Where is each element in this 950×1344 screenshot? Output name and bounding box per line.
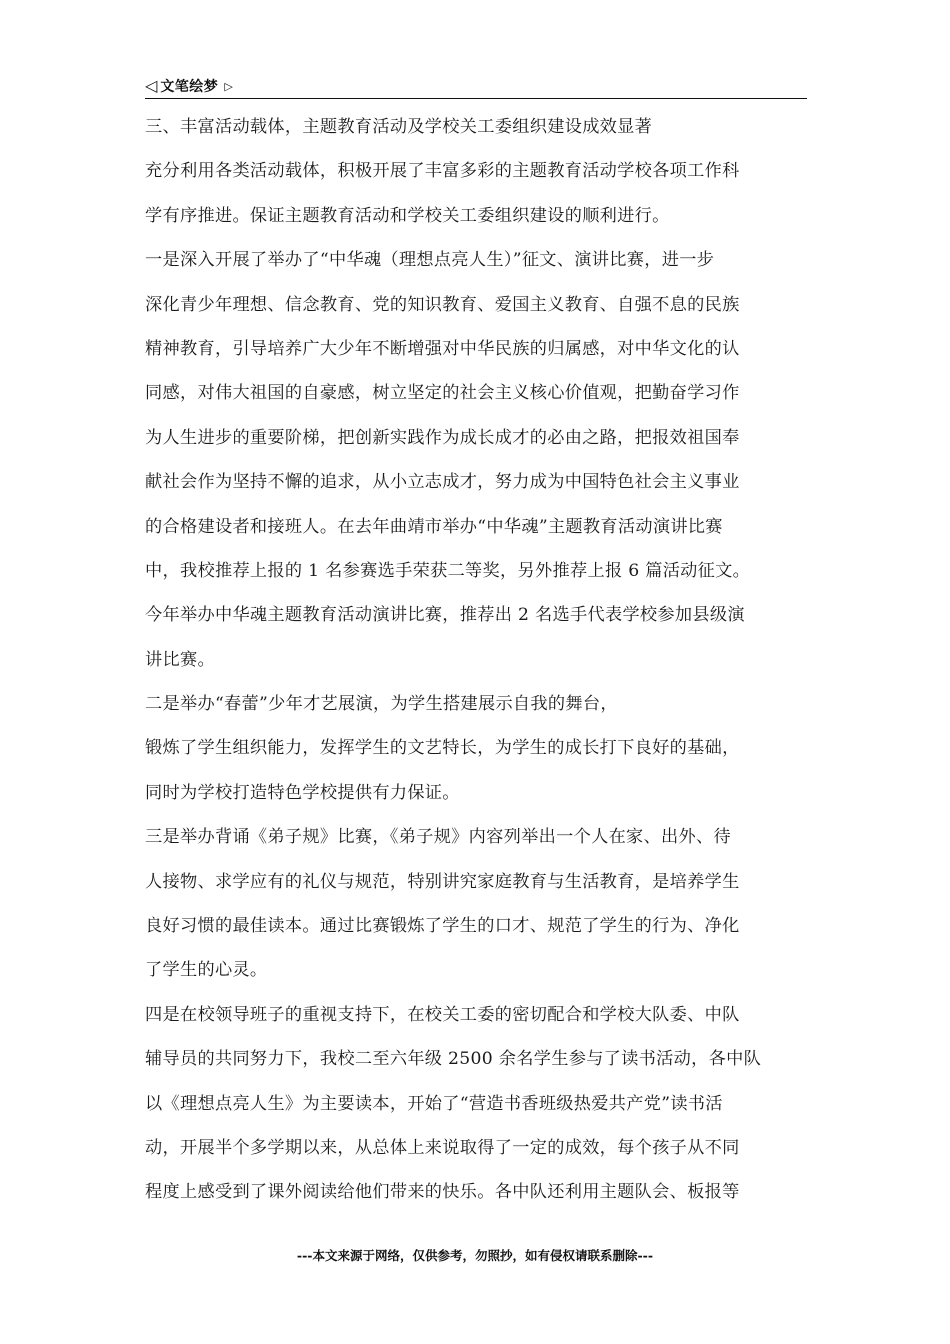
text-line: 辅导员的共同努力下，我校二至六年级 2500 余名学生参与了读书活动，各中队	[145, 1049, 762, 1070]
text-line: 充分利用各类活动载体，积极开展了丰富多彩的主题教育活动学校各项工作科	[145, 161, 740, 182]
document-body	[145, 112, 805, 1222]
text-line: 同感，对伟大祖国的自豪感，树立坚定的社会主义核心价值观，把勤奋学习作	[145, 383, 740, 404]
text-line: 一是深入开展了举办了“中华魂（理想点亮人生）”征文、演讲比赛，进一步	[145, 250, 715, 271]
text-line: 二是举办“春蕾”少年才艺展演，为学生搭建展示自我的舞台，	[145, 694, 618, 715]
text-line: 深化青少年理想、信念教育、党的知识教育、爱国主义教育、自强不息的民族	[145, 294, 740, 315]
text-line: 精神教育，引导培养广大少年不断增强对中华民族的归属感，对中华文化的认	[145, 338, 740, 359]
text-line: 人接物、求学应有的礼仪与规范，特别讲究家庭教育与生活教育，是培养学生	[145, 871, 740, 892]
section-heading: 三、丰富活动载体，主题教育活动及学校关工委组织建设成效显著	[145, 117, 653, 137]
text-line: 锻炼了学生组织能力，发挥学生的文艺特长，为学生的成长打下良好的基础，	[145, 738, 740, 759]
text-line: 四是在校领导班子的重视支持下，在校关工委的密切配合和学校大队委、中队	[145, 1004, 740, 1025]
text-line: 学有序推进。保证主题教育活动和学校关工委组织建设的顺利进行。	[145, 205, 670, 226]
triangle-right-icon: ▷	[224, 79, 233, 93]
header-brand: 文笔绘梦	[160, 79, 219, 95]
text-line: 讲比赛。	[145, 649, 215, 670]
text-line: 三是举办背诵《弟子规》比赛，《弟子规》内容列举出一个人在家、出外、待	[145, 827, 731, 848]
text-line: 良好习惯的最佳读本。通过比赛锻炼了学生的口才、规范了学生的行为、净化	[145, 916, 740, 937]
text-line: 的合格建设者和接班人。在去年曲靖市举办“中华魂”主题教育活动演讲比赛	[145, 516, 723, 537]
text-line: 为人生进步的重要阶梯，把创新实践作为成长成才的必由之路，把报效祖国奉	[145, 427, 740, 448]
text-line: 了学生的心灵。	[145, 960, 268, 981]
text-line: 动，开展半个多学期以来，从总体上来说取得了一定的成效，每个孩子从不同	[145, 1137, 740, 1158]
text-line: 今年举办中华魂主题教育活动演讲比赛，推荐出 2 名选手代表学校参加县级演	[145, 605, 745, 626]
text-line: 以《理想点亮人生》为主要读本，开始了“营造书香班级热爱共产党”读书活	[145, 1093, 723, 1114]
triangle-left-icon: ◁	[145, 76, 158, 95]
text-line: 程度上感受到了课外阅读给他们带来的快乐。各中队还利用主题队会、板报等	[145, 1182, 740, 1203]
text-line: 献社会作为坚持不懈的追求，从小立志成才，努力成为中国特色社会主义事业	[145, 472, 740, 493]
footer-notice: ---本文来源于网络，仅供参考，勿照抄，如有侵权请联系删除---	[296, 1248, 654, 1263]
text-line: 中，我校推荐上报的 1 名参赛选手荣获二等奖，另外推荐上报 6 篇活动征文。	[145, 560, 751, 581]
page-header	[145, 74, 807, 99]
text-line: 同时为学校打造特色学校提供有力保证。	[145, 782, 460, 803]
